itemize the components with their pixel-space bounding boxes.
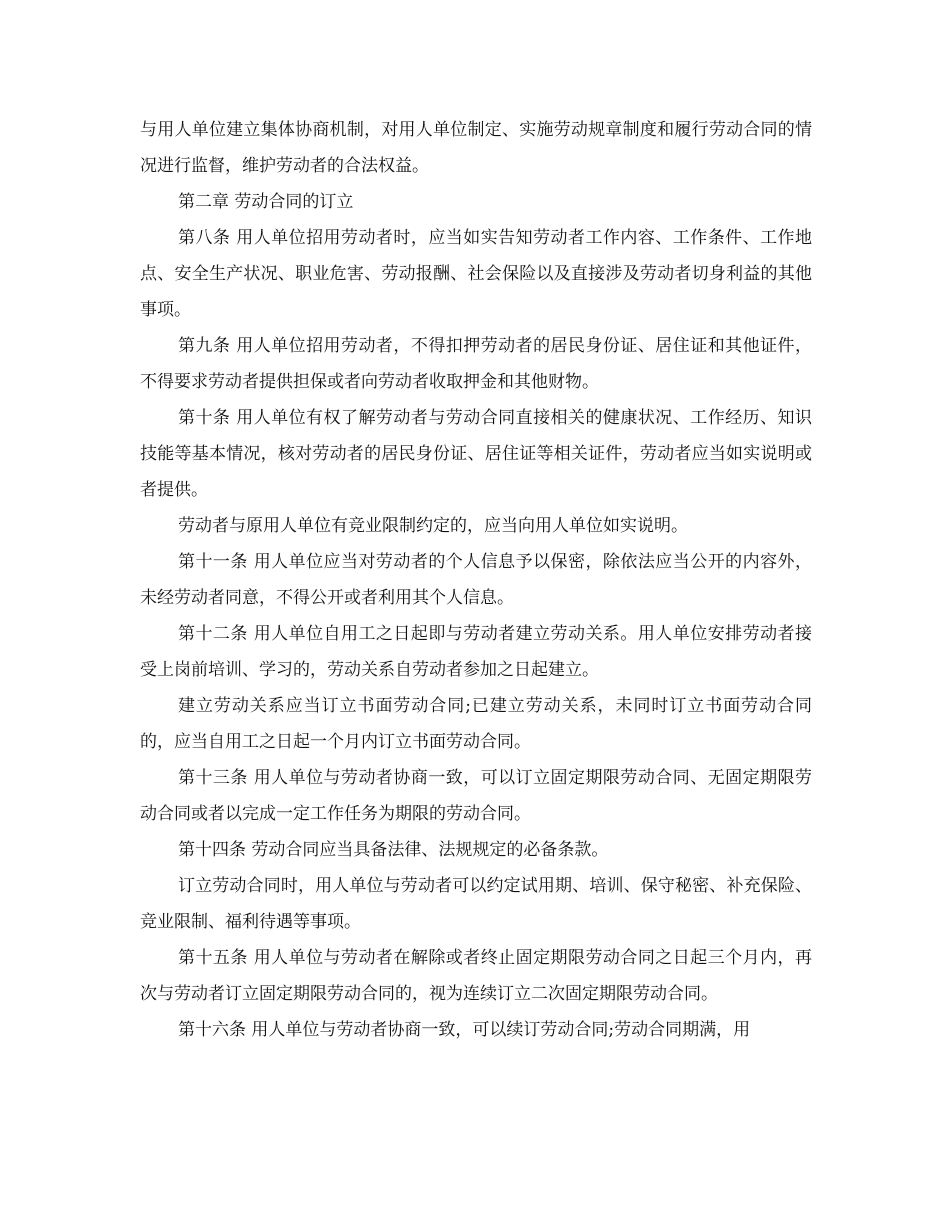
article-15: 第十五条 用人单位与劳动者在解除或者终止固定期限劳动合同之日起三个月内，再次与劳动者订立固定期限劳动合同的，视为连续订立二次固定期限劳动合同。 — [140, 948, 812, 1004]
paragraph: 建立劳动关系应当订立书面劳动合同;已建立劳动关系，未同时订立书面劳动合同的，应当自用工之日起一个月内订立书面劳动合同。 — [140, 696, 812, 752]
article-13: 第十三条 用人单位与劳动者协商一致，可以订立固定期限劳动合同、无固定期限劳动合同或者以完成一定工作任务为期限的劳动合同。 — [140, 768, 812, 824]
article-8: 第八条 用人单位招用劳动者时，应当如实告知劳动者工作内容、工作条件、工作地点、安全生产状况、职业危害、劳动报酬、社会保险以及直接涉及劳动者切身利益的其他事项。 — [140, 228, 812, 320]
article-10: 第十条 用人单位有权了解劳动者与劳动合同直接相关的健康状况、工作经历、知识技能等基本情况，核对劳动者的居民身份证、居住证等相关证件，劳动者应当如实说明或者提供。 — [140, 408, 812, 500]
paragraph: 订立劳动合同时，用人单位与劳动者可以约定试用期、培训、保守秘密、补充保险、竞业限制、福利待遇等事项。 — [140, 876, 812, 932]
article-9: 第九条 用人单位招用劳动者，不得扣押劳动者的居民身份证、居住证和其他证件，不得要求劳动者提供担保或者向劳动者收取押金和其他财物。 — [140, 336, 812, 392]
document-body — [140, 112, 812, 1048]
chapter-heading: 第二章 劳动合同的订立 — [178, 192, 354, 212]
article-12: 第十二条 用人单位自用工之日起即与劳动者建立劳动关系。用人单位安排劳动者接受上岗前培训、学习的，劳动关系自劳动者参加之日起建立。 — [140, 624, 812, 680]
paragraph: 与用人单位建立集体协商机制，对用人单位制定、实施劳动规章制度和履行劳动合同的情况进行监督，维护劳动者的合法权益。 — [140, 120, 812, 176]
article-14: 第十四条 劳动合同应当具备法律、法规规定的必备条款。 — [178, 840, 609, 860]
article-11: 第十一条 用人单位应当对劳动者的个人信息予以保密，除依法应当公开的内容外，未经劳动者同意，不得公开或者利用其个人信息。 — [140, 552, 812, 608]
article-16: 第十六条 用人单位与劳动者协商一致，可以续订劳动合同;劳动合同期满，用 — [178, 1020, 751, 1040]
paragraph: 劳动者与原用人单位有竞业限制约定的，应当向用人单位如实说明。 — [178, 516, 688, 536]
